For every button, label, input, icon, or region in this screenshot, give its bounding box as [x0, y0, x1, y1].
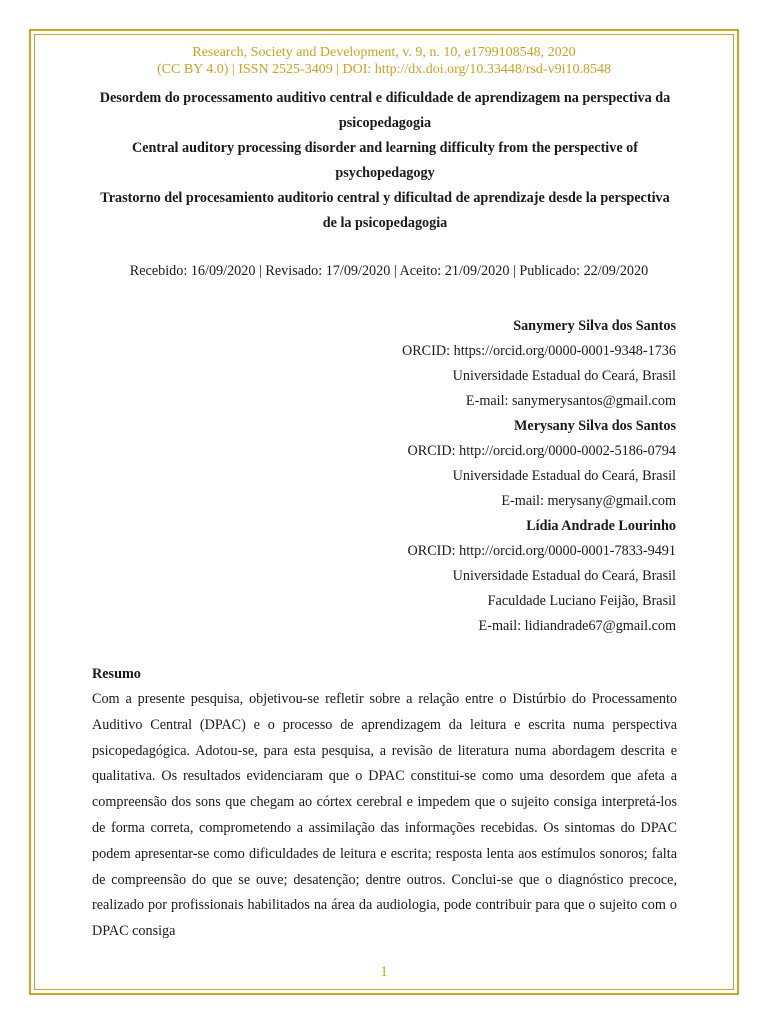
- author-affiliation-secondary: Faculdade Luciano Feijão, Brasil: [487, 593, 676, 609]
- page-number: 1: [380, 964, 388, 980]
- submission-dates: Recebido: 16/09/2020 | Revisado: 17/09/2020 | Aceito: 21/09/2020 | Publicado: 22/09/2020: [129, 263, 649, 279]
- author-name: Lídia Andrade Lourinho: [526, 518, 676, 534]
- author-affiliation: Universidade Estadual do Ceará, Brasil: [452, 568, 676, 584]
- title-portuguese: Desordem do processamento auditivo central e dificuldade de aprendizagem na perspectiva da psicopedagogia: [99, 90, 671, 131]
- author-email[interactable]: E-mail: merysany@gmail.com: [501, 493, 676, 509]
- author-name: Sanymery Silva dos Santos: [513, 318, 676, 334]
- author-name: Merysany Silva dos Santos: [514, 418, 676, 434]
- author-email[interactable]: E-mail: lidiandrade67@gmail.com: [478, 618, 676, 634]
- author-orcid[interactable]: ORCID: http://orcid.org/0000-0001-7833-9491: [407, 543, 676, 559]
- author-orcid[interactable]: ORCID: https://orcid.org/0000-0001-9348-1736: [401, 343, 676, 359]
- journal-license-doi: (CC BY 4.0) | ISSN 2525-3409 | DOI: http://dx.doi.org/10.33448/rsd-v9i10.8548: [156, 62, 611, 77]
- author-orcid[interactable]: ORCID: http://orcid.org/0000-0002-5186-0794: [407, 443, 676, 459]
- author-affiliation: Universidade Estadual do Ceará, Brasil: [452, 368, 676, 384]
- author-affiliation: Universidade Estadual do Ceará, Brasil: [452, 468, 676, 484]
- abstract-text: Com a presente pesquisa, objetivou-se refletir sobre a relação entre o Distúrbio do Processamento Auditivo Central (DPAC) e o processo de aprendizagem da leitura e escrita numa perspectiva psicopedagógica. Adotou-se, para esta pesquisa, a revisão de literatura numa abordagem descrita e qualitativa. Os resultados evidenciaram que o DPAC constitui-se como uma desordem que afeta a compreensão dos sons que chegam ao córtex cerebral e impedem que o sujeito consiga interpretá-los de forma correta, comprometendo a assimilação das informações recebidas. Os sintomas do DPAC podem apresentar-se como dificuldades de leitura e escrita; resposta lenta aos estímulos sonoros; falta de compreensão do que se ouve; desatenção; dentre outros. Conclui-se que o diagnóstico precoce, realizado por profissionais habilitados na área da audiologia, pode contribuir para que o sujeito com o DPAC consiga: [92, 691, 677, 940]
- title-spanish: Trastorno del procesamiento auditorio central y dificultad de aprendizaje desde la perspectiva de la psicopedagogia: [100, 190, 670, 231]
- journal-citation: Research, Society and Development, v. 9, n. 10, e1799108548, 2020: [192, 45, 576, 60]
- abstract-heading: Resumo: [92, 666, 141, 682]
- author-email[interactable]: E-mail: sanymerysantos@gmail.com: [465, 393, 676, 409]
- title-english: Central auditory processing disorder and learning difficulty from the perspective of psychopedagogy: [132, 140, 638, 181]
- author-block: [402, 314, 676, 639]
